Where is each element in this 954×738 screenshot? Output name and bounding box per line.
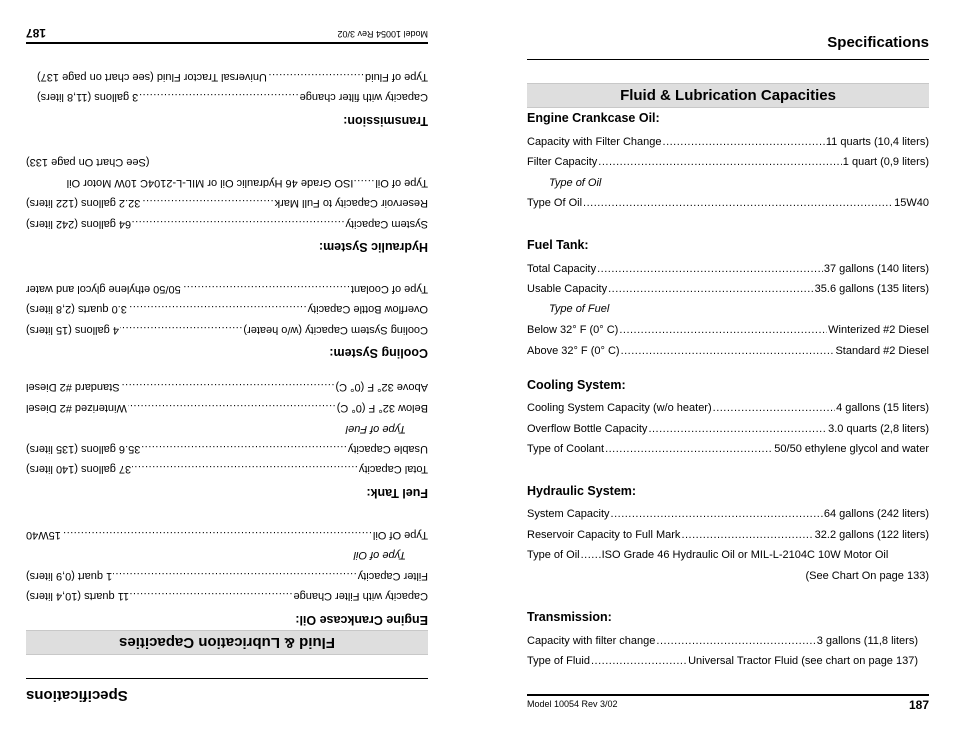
leader-dots	[608, 283, 814, 296]
page-number: 187	[908, 698, 929, 712]
row-label: Type Of Oil	[527, 197, 583, 209]
leader-dots	[581, 549, 601, 562]
row-value: 3.0 quarts (2,8 liters)	[828, 423, 929, 435]
row-label: Usable Capacity	[527, 283, 608, 295]
fuel-total-row	[26, 462, 428, 475]
row-label: Overflow Bottle Capacity	[307, 303, 428, 315]
row-value: Universal Tractor Fluid (see chart on page 137)	[37, 71, 267, 83]
row-value: 1 quart (0,9 liters)	[842, 156, 929, 168]
cooling-overflow-row	[527, 423, 929, 436]
leader-dots	[120, 323, 242, 336]
leader-dots	[113, 569, 357, 582]
engine-filter-row	[527, 156, 929, 169]
section-band-title: Fluid & Lubrication Capacities	[26, 630, 428, 655]
cooling-capacity-row	[527, 402, 929, 415]
leader-dots	[591, 655, 687, 668]
row-value: 35.6 gallons (135 liters)	[814, 283, 929, 295]
hydraulic-system-row	[527, 508, 929, 521]
engine-capacity-row	[527, 136, 929, 149]
row-value: 15W40	[894, 197, 929, 209]
row-value: 15W40	[26, 529, 61, 541]
row-value: Winterized #2 Diesel	[828, 324, 929, 336]
row-value: Standard #2 Diesel	[835, 345, 929, 357]
leader-dots	[354, 176, 374, 189]
row-label: Type of Coolant	[527, 443, 605, 455]
engine-capacity-row	[26, 589, 428, 602]
row-value: 4 gallons (15 liters)	[26, 324, 119, 336]
row-value: 1 quart (0,9 liters)	[26, 570, 113, 582]
leader-dots	[611, 508, 823, 521]
hydraulic-oil-row	[26, 176, 428, 189]
leader-dots	[605, 443, 773, 456]
leader-dots	[130, 589, 292, 602]
leader-dots	[141, 442, 347, 455]
row-value: 50/50 ethylene glycol and water	[774, 443, 929, 455]
footer-model-rev: Model 10054 Rev 3/02	[527, 699, 618, 709]
engine-type-row	[26, 528, 428, 541]
row-value: 3 gallons (11,8 liters)	[816, 635, 918, 647]
row-label: Filter Capacity	[357, 570, 428, 582]
footer-rule	[527, 694, 929, 696]
leader-dots	[139, 90, 298, 103]
row-label: Cooling System Capacity (w/o heater)	[243, 324, 428, 336]
row-label: Reservoir Capacity to Full Mark	[527, 529, 681, 541]
row-label: Overflow Bottle Capacity	[527, 423, 648, 435]
row-label: Above 32° F (0° C)	[335, 381, 428, 393]
fuel-section-title: Fuel Tank:	[366, 486, 428, 500]
engine-type-subheading: Type of Oil	[549, 177, 602, 189]
cooling-section-title: Cooling System:	[329, 346, 428, 360]
fuel-usable-row	[26, 442, 428, 455]
leader-dots	[656, 635, 815, 648]
leader-dots	[128, 401, 336, 414]
cooling-capacity-row	[26, 323, 428, 336]
fuel-type-subheading: Type of Fuel	[345, 423, 406, 435]
row-value: 37 gallons (140 liters)	[26, 463, 132, 475]
left-page-upside-down	[26, 0, 428, 738]
row-label: Reservoir Capacity to Full Mark	[274, 197, 428, 209]
hydraulic-reservoir-row	[527, 529, 929, 542]
row-label: Total Capacity	[358, 463, 428, 475]
row-label: Usable Capacity	[347, 443, 428, 455]
fuel-below-row	[26, 401, 428, 414]
engine-section-title: Engine Crankcase Oil:	[295, 613, 428, 627]
row-label: Filter Capacity	[527, 156, 598, 168]
row-label: Below 32° F (0° C)	[527, 324, 619, 336]
leader-dots	[648, 423, 827, 436]
hydraulic-chart-note: (See Chart On page 133)	[26, 156, 150, 168]
hydraulic-system-row	[26, 217, 428, 230]
row-value: Universal Tractor Fluid (see chart on page 137)	[688, 655, 918, 667]
leader-dots	[182, 282, 350, 295]
leader-dots	[62, 528, 372, 541]
row-value: 3.0 quarts (2,8 liters)	[26, 303, 127, 315]
row-label: Type of Fluid	[527, 655, 590, 667]
hydraulic-section-title: Hydraulic System:	[318, 240, 428, 254]
hydraulic-oil-row	[527, 549, 929, 562]
row-value: Winterized #2 Diesel	[26, 402, 127, 414]
hydraulic-chart-note: (See Chart On page 133)	[805, 570, 929, 582]
row-value: 50/50 ethylene glycol and water	[26, 283, 181, 295]
page-number: 187	[26, 26, 47, 40]
row-label: Above 32° F (0° C)	[527, 345, 620, 357]
page-header-title: Specifications	[26, 687, 128, 704]
fuel-total-row	[527, 263, 929, 276]
header-rule	[26, 678, 428, 679]
engine-type-row	[527, 197, 929, 210]
row-label: Capacity with Filter Change	[293, 590, 428, 602]
row-label: Capacity with Filter Change	[527, 136, 662, 148]
fuel-below-row	[527, 324, 929, 337]
row-label: Type of Coolant	[350, 283, 428, 295]
leader-dots	[141, 196, 273, 209]
row-value: 32.2 gallons (122 liters)	[26, 197, 141, 209]
transmission-fluid-row	[527, 655, 918, 668]
right-page	[527, 0, 929, 738]
leader-dots	[132, 217, 344, 230]
hydraulic-section-title: Hydraulic System:	[527, 484, 637, 498]
engine-type-subheading: Type of Oil	[353, 549, 406, 561]
row-label: Type of Fluid	[365, 71, 428, 83]
transmission-section-title: Transmission:	[343, 114, 428, 128]
transmission-capacity-row	[37, 90, 428, 103]
row-label: Capacity with filter change	[527, 635, 656, 647]
leader-dots	[619, 324, 827, 337]
leader-dots	[681, 529, 813, 542]
row-label: Type of Oil	[375, 177, 428, 189]
fuel-type-subheading: Type of Fuel	[549, 303, 610, 315]
row-value: 37 gallons (140 liters)	[823, 263, 929, 275]
row-label: Total Capacity	[527, 263, 597, 275]
transmission-section-title: Transmission:	[527, 610, 612, 624]
leader-dots	[583, 197, 893, 210]
row-label: Cooling System Capacity (w/o heater)	[527, 402, 712, 414]
fuel-usable-row	[527, 283, 929, 296]
engine-section-title: Engine Crankcase Oil:	[527, 111, 660, 125]
cooling-overflow-row	[26, 302, 428, 315]
row-label: System Capacity	[527, 508, 610, 520]
header-rule	[527, 59, 929, 60]
row-value: 3 gallons (11,8 liters)	[37, 91, 139, 103]
leader-dots	[621, 345, 835, 358]
row-label: Type of Oil	[527, 549, 580, 561]
leader-dots	[663, 136, 825, 149]
row-value: 64 gallons (242 liters)	[823, 508, 929, 520]
fuel-above-row	[26, 380, 428, 393]
row-value: 4 gallons (15 liters)	[836, 402, 929, 414]
footer-model-rev: Model 10054 Rev 3/02	[337, 29, 428, 39]
cooling-coolant-row	[527, 443, 929, 456]
transmission-capacity-row	[527, 635, 918, 648]
leader-dots	[268, 70, 364, 83]
row-label: System Capacity	[345, 218, 428, 230]
fuel-section-title: Fuel Tank:	[527, 238, 589, 252]
cooling-coolant-row	[26, 282, 428, 295]
cooling-section-title: Cooling System:	[527, 378, 626, 392]
row-value: 11 quarts (10,4 liters)	[825, 136, 929, 148]
row-value: ISO Grade 46 Hydraulic Oil or MIL-L-2104C 10W Motor Oil	[66, 177, 354, 189]
hydraulic-reservoir-row	[26, 196, 428, 209]
leader-dots	[121, 380, 335, 393]
leader-dots	[713, 402, 835, 415]
row-label: Below 32° F (0° C)	[336, 402, 428, 414]
transmission-fluid-row	[37, 70, 428, 83]
section-band-title: Fluid & Lubrication Capacities	[527, 83, 929, 108]
engine-filter-row	[26, 569, 428, 582]
leader-dots	[597, 263, 823, 276]
row-value: Standard #2 Diesel	[26, 381, 120, 393]
leader-dots	[598, 156, 842, 169]
page-header-title: Specifications	[827, 34, 929, 51]
row-value: 32.2 gallons (122 liters)	[814, 529, 929, 541]
leader-dots	[128, 302, 307, 315]
row-value: 35.6 gallons (135 liters)	[26, 443, 141, 455]
row-label: Type Of Oil	[372, 529, 428, 541]
row-label: Capacity with filter change	[299, 91, 428, 103]
row-value: 64 gallons (242 liters)	[26, 218, 132, 230]
row-value: 11 quarts (10,4 liters)	[26, 590, 130, 602]
row-value: ISO Grade 46 Hydraulic Oil or MIL-L-2104C 10W Motor Oil	[601, 549, 889, 561]
leader-dots	[132, 462, 358, 475]
footer-rule	[26, 42, 428, 44]
fuel-above-row	[527, 345, 929, 358]
